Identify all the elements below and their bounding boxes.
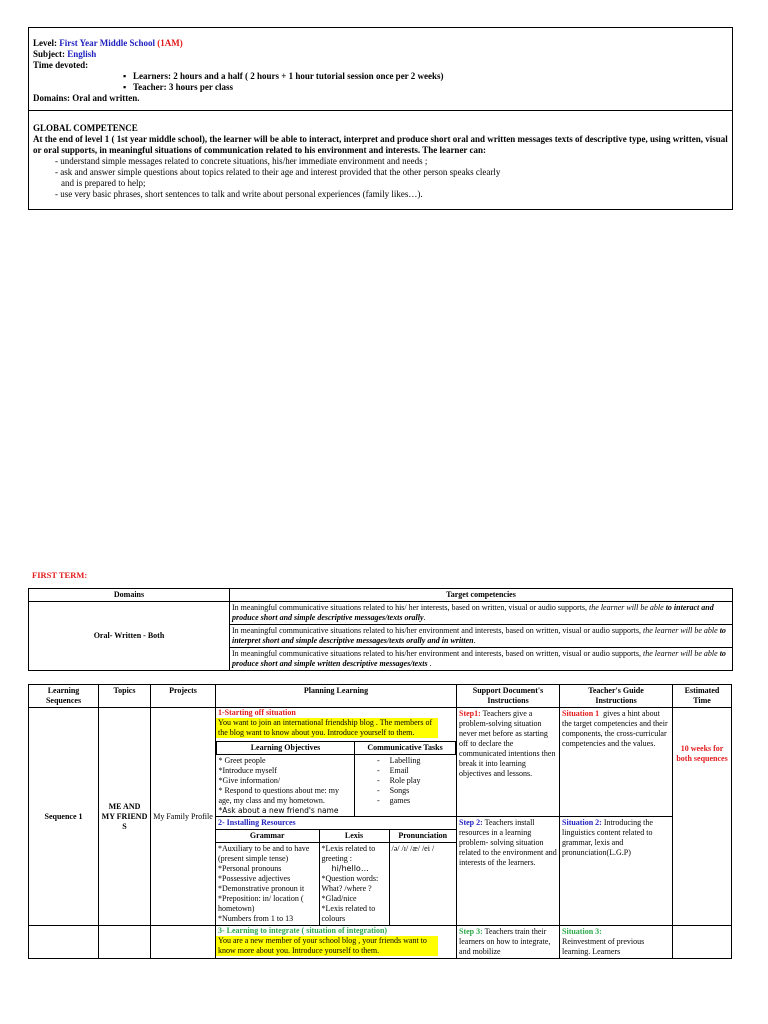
topic-cell: ME AND MY FRIEND S: [99, 708, 151, 926]
subject-line: [33, 49, 728, 60]
time-item: ▪ Learners: 2 hours and a half ( 2 hours + 1 hour tutorial session once per 2 weeks): [123, 70, 444, 81]
objectives-table: [216, 741, 456, 816]
header-box: [28, 27, 733, 111]
step1-title: 1-Starting off situation: [218, 708, 296, 717]
guide-cell-1: Situation 1 gives a hint about the target competencies and their components, the cross-curricular competencies and the values.: [560, 708, 673, 817]
guide-cell-3: Situation 3: Reinvestment of previous learning. Learners: [560, 926, 673, 959]
competence-item: - use very basic phrases, short sentences to talk and write about personal experiences (family likes…).: [55, 188, 423, 199]
competence-item: - understand simple messages related to concrete situations, his/her immediate environment and needs ;: [55, 155, 428, 166]
time-list: [33, 71, 728, 93]
competency-row: In meaningful communicative situations related to his/ her interests, based on written, visual or audio supports, the learner will be able to interact and produce short and simple descriptive messages/texts orally.: [230, 602, 733, 625]
integration-cell: [216, 926, 457, 959]
support-cell-2: Step 2: Teachers install resources in a learning problem- solving situation related to the environment and interests of the learners.: [457, 817, 560, 926]
competence-list: [33, 156, 728, 200]
competencies-table: [28, 588, 733, 671]
empty-sequence-cell: [29, 926, 99, 959]
empty-project-cell: [151, 926, 216, 959]
head-tasks: Communicative Tasks: [355, 742, 456, 755]
domains-line: Domains: Oral and written.: [33, 92, 140, 103]
level-label: Level:: [33, 38, 57, 48]
subject-label: Subject:: [33, 48, 65, 59]
time-item: ▪ Teacher: 3 hours per class: [123, 81, 233, 92]
head-projects: Projects: [151, 685, 216, 708]
global-competence-title: GLOBAL COMPETENCE: [33, 123, 138, 133]
resources-cell: [216, 829, 457, 926]
project-cell: My Family Profile: [151, 708, 216, 926]
objectives-cell: [216, 738, 457, 817]
empty-time-cell: [673, 926, 732, 959]
head-pronunciation: Pronunciation: [389, 830, 456, 843]
tasks-list: - Labelling - Email - Role play - Songs - games: [355, 755, 456, 817]
head-domains: Domains: [29, 589, 230, 602]
competence-item: - ask and answer simple questions about topics related to their age and interest provided that the other person speaks clearly: [55, 166, 501, 177]
subject-value: English: [67, 48, 97, 59]
time-cell: 10 weeks for both sequences: [673, 708, 732, 926]
head-time: Estimated Time: [673, 685, 732, 708]
lexis-list: *Lexis related to greeting : hi/hello… *Question words: What? /where ? *Glad/nice *Lexis related to colours: [319, 843, 389, 926]
grammar-list: *Auxiliary to be and to have (present simple tense) *Personal pronouns *Possessive adjectives *Demonstrative pronoun it *Preposition: in/ location ( hometown) *Numbers from 1 to 13: [216, 843, 319, 926]
pronunciation-cell: /ə/ /ɪ/ /æ/ /ei /: [389, 843, 456, 926]
head-target: Target competencies: [230, 589, 733, 602]
head-grammar: Grammar: [216, 830, 319, 843]
global-competence-box: [28, 110, 733, 210]
integration-row: [29, 926, 732, 959]
planning-table: [28, 684, 732, 959]
head-objectives: Learning Objectives: [217, 742, 355, 755]
level-line: [33, 38, 728, 49]
level-value: First Year Middle School: [59, 38, 155, 48]
step3-text: You are a new member of your school blog , your friends want to know more about you. Introduce yourself to them.: [216, 936, 438, 956]
competency-row: In meaningful communicative situations related to his/her environment and interests, based on written, visual or audio supports, the learner will be able to produce short and simple written descriptive messages/texts .: [230, 648, 733, 671]
support-cell-3: Step 3: Teachers train their learners on how to integrate, and mobilize: [457, 926, 560, 959]
head-sequences: Learning Sequences: [29, 685, 99, 708]
first-term-label: FIRST TERM:: [32, 570, 88, 580]
level-code: (1AM): [157, 38, 183, 48]
objectives-list: * Greet people *Introduce myself *Give information/ * Respond to questions about me: my age, my class and my hometown. *Ask about a new friend's name: [217, 755, 355, 817]
sequence-row: [29, 708, 732, 739]
step1-text: You want to join an international friendship blog . The members of the blog want to know about you. Introduce yourself to them.: [216, 718, 438, 738]
head-topics: Topics: [99, 685, 151, 708]
global-competence-intro: At the end of level 1 ( 1st year middle school), the learner will be able to interact, interpret and produce short oral and written messages texts of descriptive type, using written, visual or oral supports, in meaningful situations of communication related to his environment and interests. The learner can:: [33, 133, 728, 155]
competency-row: In meaningful communicative situations related to his/her environment and interests, based on written, visual or audio supports, the learner will be able to interpret short and simple descriptive messages/texts orally and in written.: [230, 625, 733, 648]
time-label: Time devoted:: [33, 59, 89, 70]
competence-item: and is prepared to help;: [61, 177, 146, 188]
starting-off-cell: [216, 708, 457, 739]
guide-cell-2: Situation 2: Introducing the linguistics content related to grammar, lexis and pronunciation(L.G.P): [560, 817, 673, 926]
planning-header-row: [29, 685, 732, 708]
resources-table: [216, 829, 456, 925]
domain-cell: Oral- Written - Both: [29, 602, 230, 671]
head-lexis: Lexis: [319, 830, 389, 843]
installing-title-cell: [216, 817, 457, 830]
sequence-cell: Sequence 1: [29, 708, 99, 926]
head-support: Support Document's Instructions: [457, 685, 560, 708]
step2-title: 2- Installing Resources: [218, 818, 296, 828]
support-cell-1: Step1: Teachers give a problem-solving situation never met before as starting off to declare the communicated intentions then break it into learning objectives and lessons.: [457, 708, 560, 817]
head-planning: Planning Learning: [216, 685, 457, 708]
step3-title: 3- Learning to integrate ( situation of integration): [218, 926, 388, 936]
empty-topic-cell: [99, 926, 151, 959]
head-guide: Teacher's Guide Instructions: [560, 685, 673, 708]
